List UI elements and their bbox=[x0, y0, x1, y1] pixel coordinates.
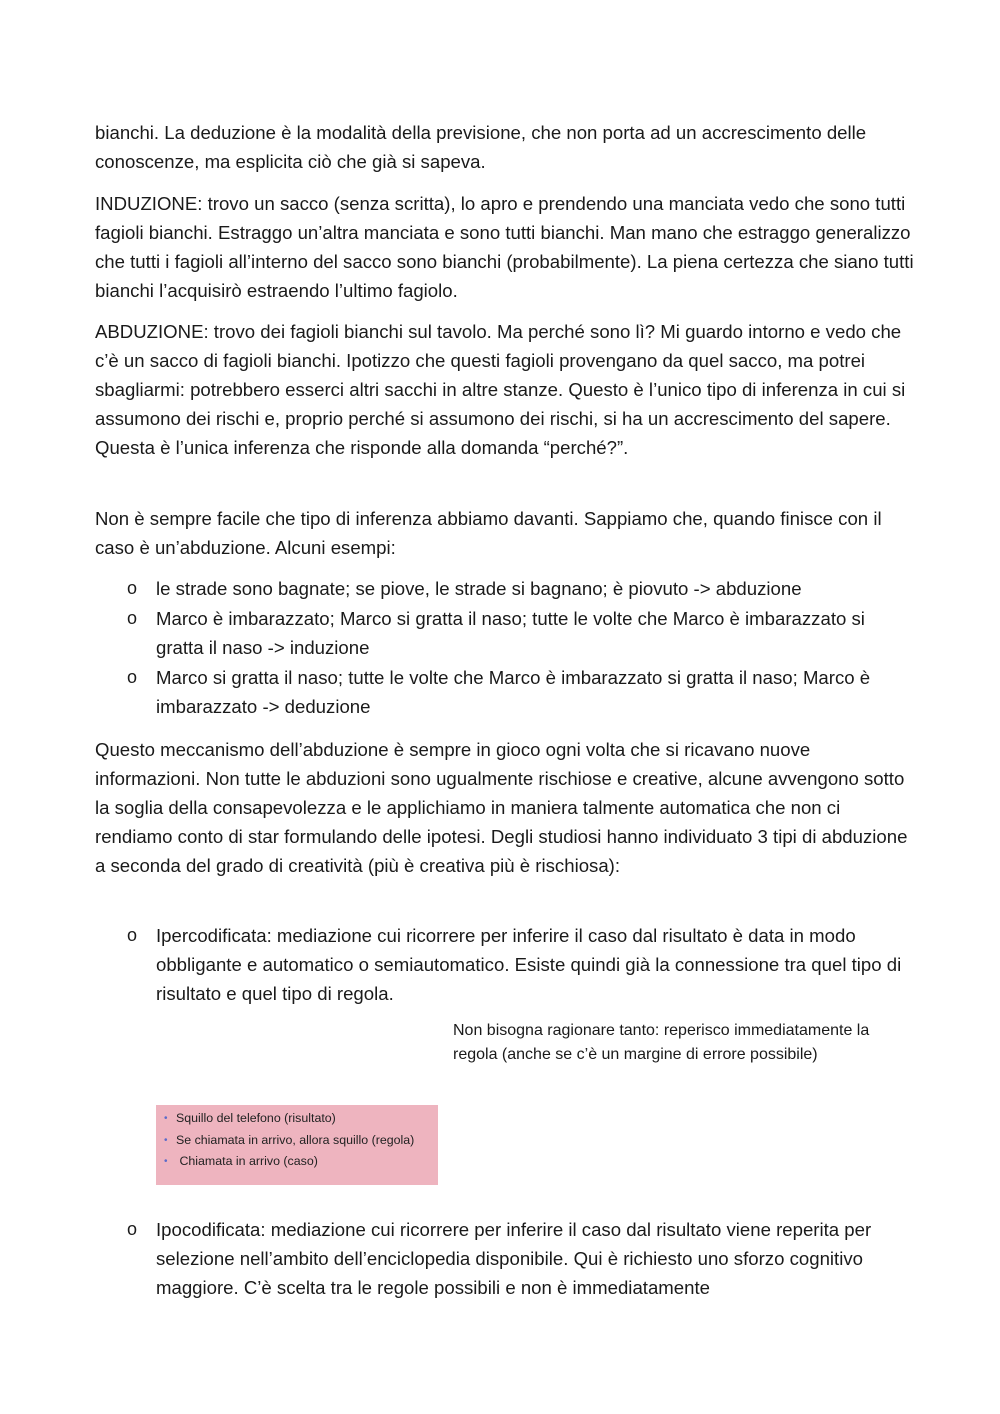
slide-bullet-text: Chiamata in arrivo (caso) bbox=[176, 1154, 318, 1168]
slide-image-box bbox=[156, 1105, 438, 1185]
slide-bullet-row bbox=[164, 1108, 438, 1130]
side-note: Non bisogna ragionare tanto: reperisco immediatamente la regola (anche se c’è un margine di errore possibile) bbox=[453, 1022, 870, 1063]
paragraph-abduzione: ABDUZIONE: trovo dei fagioli bianchi sul tavolo. Ma perché sono lì? Mi guardo intorno e vedo che c’è un sacco di fagioli bianchi. Ipotizzo che questi fagioli provengano da quel sacco, ma potrei sbagliarmi: potrebbero esserci altri sacchi in altre stanze. Questo è l’unico tipo di inferenza in cui si assumono dei rischi e, proprio perché si assumono dei rischi, si ha un accrescimento del sapere. Questa è l’unica inferenza che risponde alla domanda “perché?”. bbox=[95, 321, 906, 458]
slide-bullet-text: Squillo del telefono (risultato) bbox=[176, 1111, 336, 1125]
paragraph-deduzione-end: bianchi. La deduzione è la modalità della previsione, che non porta ad un accrescimento delle conoscenze, ma esplicita ciò che già si sapeva. bbox=[95, 122, 867, 172]
list-item: Marco si gratta il naso; tutte le volte che Marco è imbarazzato si gratta il naso; Marco è imbarazzato -> deduzione bbox=[156, 667, 871, 717]
list-marker: o bbox=[127, 1219, 138, 1239]
paragraph-meccanismo: Questo meccanismo dell’abduzione è sempre in gioco ogni volta che si ricavano nuove informazioni. Non tutte le abduzioni sono ugualmente rischiose e creative, alcune avvengono sotto la soglia della consapevolezza e le applichiamo in maniera talmente automatica che non ci rendiamo conto di star formulando delle ipotesi. Degli studiosi hanno individuato 3 tipi di abduzione a seconda del grado di creatività (più è creativa più è rischiosa): bbox=[95, 739, 908, 876]
list-item-ipercodificata: Ipercodificata: mediazione cui ricorrere per inferire il caso dal risultato è data in modo obbligante e automatico o semiautomatico. Esiste quindi già la connessione tra quel tipo di risultato e quel tipo di regola. bbox=[156, 925, 902, 1004]
slide-bullet-row bbox=[164, 1151, 438, 1173]
slide-bullet-text: Se chiamata in arrivo, allora squillo (regola) bbox=[176, 1132, 415, 1147]
bullet-icon: • bbox=[164, 1113, 168, 1124]
slide-bullet-row bbox=[164, 1130, 438, 1152]
paragraph-induzione: INDUZIONE: trovo un sacco (senza scritta), lo apro e prendendo una manciata vedo che sono tutti fagioli bianchi. Estraggo un’altra manciata e sono tutti bianchi. Man mano che estraggo generalizzo che tutti i fagioli all’interno del sacco sono bianchi (probabilmente). La piena certezza che siano tutti bianchi l’acquisirò estraendo l’ultimo fagiolo. bbox=[95, 193, 914, 301]
list-marker: o bbox=[127, 667, 138, 687]
list-marker: o bbox=[127, 578, 138, 598]
paragraph-esempi-intro: Non è sempre facile che tipo di inferenza abbiamo davanti. Sappiamo che, quando finisce con il caso è un’abduzione. Alcuni esempi: bbox=[95, 508, 882, 558]
bullet-icon: • bbox=[164, 1156, 168, 1167]
list-item-ipocodificata: Ipocodificata: mediazione cui ricorrere per inferire il caso dal risultato viene reperita per selezione nell’ambito dell’enciclopedia disponibile. Qui è richiesto uno sforzo cognitivo maggiore. C’è scelta tra le regole possibili e non è immediatamente bbox=[156, 1219, 872, 1298]
list-item: Marco è imbarazzato; Marco si gratta il naso; tutte le volte che Marco è imbarazzato si gratta il naso -> induzione bbox=[156, 608, 865, 658]
list-marker: o bbox=[127, 608, 138, 628]
list-marker: o bbox=[127, 925, 138, 945]
bullet-icon: • bbox=[164, 1134, 168, 1146]
list-item: le strade sono bagnate; se piove, le strade si bagnano; è piovuto -> abduzione bbox=[156, 578, 802, 599]
